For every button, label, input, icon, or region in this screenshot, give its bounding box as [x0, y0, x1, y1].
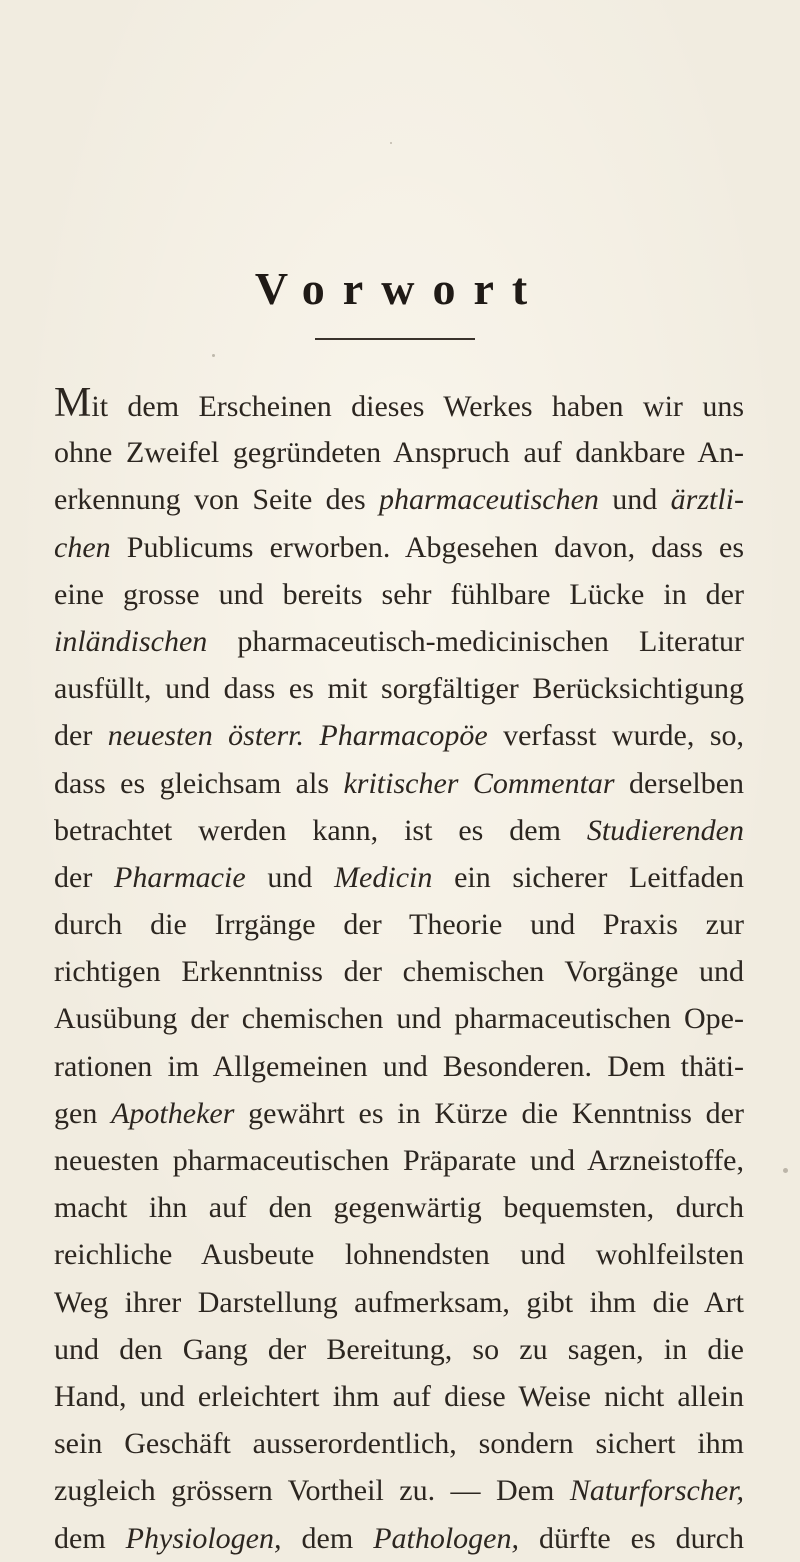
text-line: [54, 712, 744, 759]
text-run: Weg ihrer Darstellung aufmerksam, gibt ihm die Art: [54, 1285, 744, 1319]
text-run: erkennung von Seite des: [54, 483, 379, 517]
text-line: [54, 807, 744, 854]
text-run: rationen im Allgemeinen und Besonderen. Dem thäti-: [54, 1049, 744, 1083]
page-title: Vorwort: [254, 263, 546, 314]
preface-text: [54, 382, 744, 1562]
text-run: reichliche Ausbeute lohnendsten und wohlfeilsten: [54, 1238, 744, 1272]
text-run: gewährt es in Kürze die Kenntniss der: [234, 1096, 744, 1130]
text-run: und den Gang der Bereitung, so zu sagen, in die: [54, 1332, 744, 1366]
paper-speck: [212, 354, 215, 357]
text-line: [54, 1184, 744, 1231]
text-line: [54, 665, 744, 712]
text-line: [54, 1515, 744, 1562]
text-run: der: [54, 719, 108, 753]
text-line: [54, 1090, 744, 1137]
text-run: durch die Irrgänge der Theorie und Praxis zur: [54, 908, 744, 942]
text-run: pharmaceutisch-medicinischen Literatur: [207, 624, 744, 658]
emphasis-text: pharmaceutischen: [378, 483, 599, 517]
text-line: [54, 1279, 744, 1326]
text-run: ein sicherer Leitfaden: [432, 860, 744, 894]
emphasis-text: inländischen: [54, 624, 208, 658]
text-run: sein Geschäft ausserordentlich, sondern sichert ihm: [54, 1427, 744, 1461]
text-line: [54, 1231, 744, 1278]
text-run: verfasst wurde, so,: [487, 719, 744, 753]
text-run: neuesten pharmaceutischen Präparate und Arzneistoffe,: [54, 1144, 744, 1177]
text-run: it dem Erscheinen dieses Werkes haben wir uns: [91, 390, 744, 423]
text-run: Hand, und erleichtert ihm auf diese Weise nicht allein: [54, 1379, 744, 1413]
text-run: Ausübung der chemischen und pharmaceutischen Ope-: [54, 1002, 744, 1036]
emphasis-text: neuesten österr. Pharmacopöe: [107, 719, 488, 753]
text-line: [54, 1326, 744, 1373]
text-line: [54, 524, 744, 571]
text-run: zugleich grössern Vortheil zu. — Dem: [54, 1474, 570, 1508]
text-line: [54, 948, 744, 995]
text-line: [54, 476, 744, 523]
emphasis-text: Studierenden: [586, 813, 744, 847]
emphasis-text: Pathologen,: [373, 1521, 519, 1555]
text-run: dem: [281, 1521, 374, 1555]
text-run: Publicums erworben. Abgesehen davon, dass es: [110, 530, 744, 564]
text-run: ohne Zweifel gegründeten Anspruch auf dankbare An-: [54, 436, 744, 470]
drop-cap: M: [54, 380, 92, 426]
text-line: [54, 854, 744, 901]
text-line: [54, 1467, 744, 1514]
title-divider: [315, 338, 475, 340]
emphasis-text: Apotheker: [111, 1096, 235, 1130]
text-run: dürfte es durch: [519, 1521, 744, 1555]
text-run: macht ihn auf den gegenwärtig bequemsten, durch: [54, 1191, 744, 1225]
text-line: [54, 1043, 744, 1090]
text-line: [54, 382, 744, 429]
text-line: [54, 1420, 744, 1467]
text-run: ausfüllt, und dass es mit sorgfältiger Berücksichtigung: [54, 672, 744, 706]
text-run: eine grosse und bereits sehr fühlbare Lücke in der: [54, 577, 744, 611]
text-line: [54, 760, 744, 807]
text-run: gen: [54, 1096, 112, 1130]
text-line: [54, 901, 744, 948]
text-line: [54, 571, 744, 618]
emphasis-text: chen: [54, 530, 111, 564]
emphasis-text: Naturforscher,: [569, 1474, 744, 1508]
text-run: derselben: [614, 766, 745, 800]
text-line: [54, 618, 744, 665]
emphasis-text: Physiologen,: [125, 1521, 282, 1555]
text-run: und: [245, 860, 335, 894]
text-run: richtigen Erkenntniss der chemischen Vorgänge und: [54, 955, 744, 989]
text-run: der: [54, 860, 115, 894]
text-line: [54, 1373, 744, 1420]
emphasis-text: Pharmacie: [114, 860, 246, 894]
text-run: betrachtet werden kann, ist es dem: [54, 813, 587, 847]
emphasis-text: ärztli-: [670, 483, 744, 517]
paper-speck: [390, 142, 392, 144]
text-line: [54, 1137, 744, 1184]
text-run: und: [598, 483, 671, 517]
emphasis-text: kritischer Commentar: [343, 766, 615, 800]
paper-speck: [783, 1168, 788, 1173]
text-run: dem: [54, 1521, 126, 1555]
emphasis-text: Medicin: [334, 860, 433, 894]
text-run: dass es gleichsam als: [54, 766, 344, 800]
text-line: [54, 429, 744, 476]
text-line: [54, 995, 744, 1042]
